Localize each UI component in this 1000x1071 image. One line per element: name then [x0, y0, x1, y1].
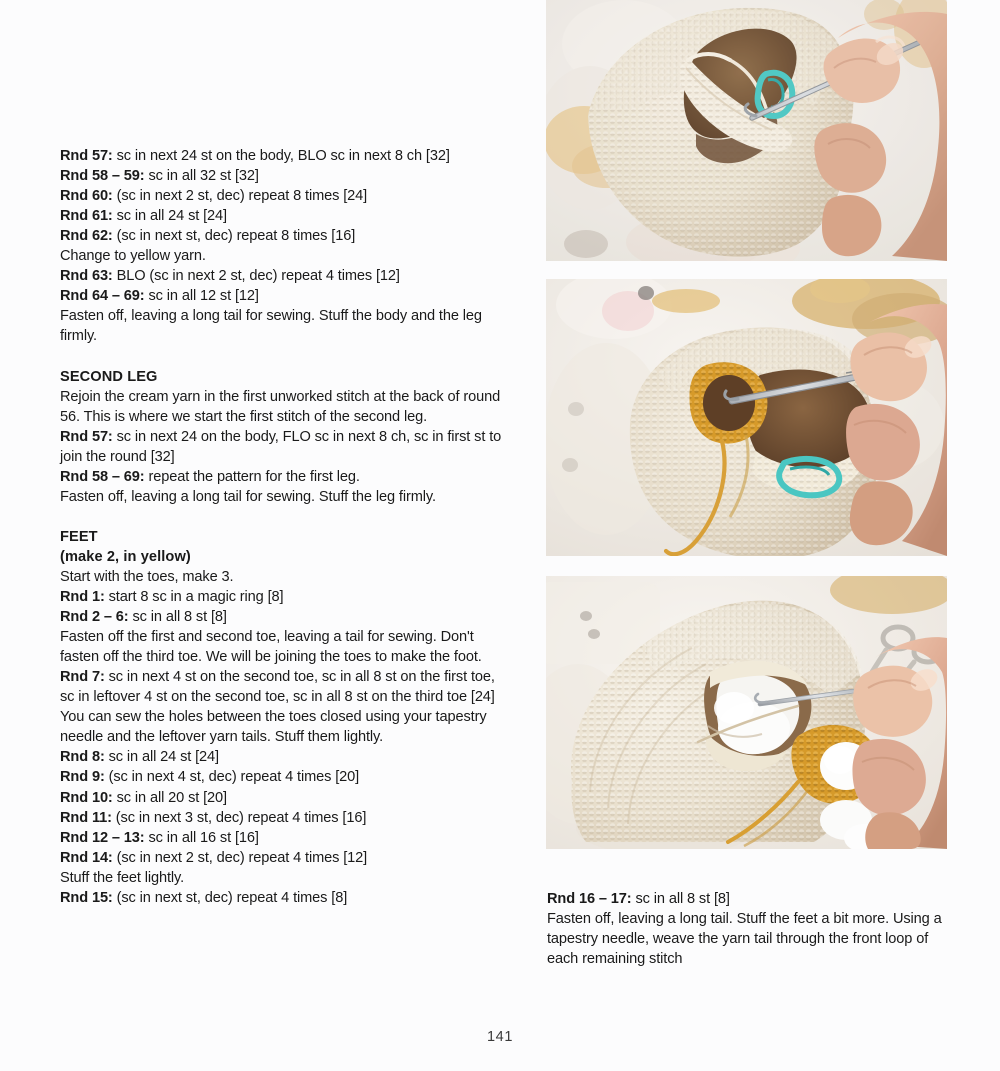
- round-label: Rnd 60:: [60, 188, 113, 205]
- round-label: Rnd 8:: [60, 749, 105, 766]
- instruction-line: Rnd 2 – 6: sc in all 8 st [8]: [60, 609, 227, 626]
- round-label: Rnd 58 – 69:: [60, 468, 145, 485]
- instruction-line: Rnd 8: sc in all 24 st [24]: [60, 749, 219, 766]
- instruction-line: Rnd 57: sc in next 24 st on the body, BLO sc in next 8 ch [32]: [60, 148, 450, 164]
- instruction-line: Rnd 10: sc in all 20 st [20]: [60, 789, 227, 806]
- photo-leg-join-with-stitch-marker: [546, 0, 947, 261]
- round-label: Rnd 2 – 6:: [60, 609, 129, 626]
- round-label: Rnd 57:: [60, 428, 113, 445]
- instruction-line: Rnd 9: (sc in next 4 st, dec) repeat 4 times [20]: [60, 769, 360, 786]
- round-label: Rnd 10:: [60, 789, 113, 806]
- instruction-line: Fasten off the first and second toe, leaving a tail for sewing. Don't fasten off the third toe. We will be joining the toes to make the foot.: [60, 629, 482, 666]
- instruction-line: Rnd 7: sc in next 4 st on the second toe, sc in all 8 st on the first toe, sc in leftover 4 st on the second toe, sc in all 8 st on the third toe [24]: [60, 669, 495, 706]
- round-label: Rnd 58 – 59:: [60, 168, 145, 185]
- instruction-line: Rnd 61: sc in all 24 st [24]: [60, 208, 227, 225]
- instruction-line: Rnd 14: (sc in next 2 st, dec) repeat 4 times [12]: [60, 849, 368, 866]
- instruction-line: Rnd 63: BLO (sc in next 2 st, dec) repeat 4 times [12]: [60, 268, 400, 285]
- instruction-line: Rnd 60: (sc in next 2 st, dec) repeat 8 times [24]: [60, 188, 368, 205]
- round-label: Rnd 61:: [60, 208, 113, 225]
- instruction-line: Rnd 12 – 13: sc in all 16 st [16]: [60, 829, 259, 846]
- round-label: Rnd 14:: [60, 849, 113, 866]
- round-label: Rnd 57:: [60, 148, 113, 164]
- instruction-line: Stuff the feet lightly.: [60, 869, 185, 886]
- instruction-line: You can sew the holes between the toes closed using your tapestry needle and the leftover yarn tails. Stuff them lightly.: [60, 709, 487, 746]
- round-label: Rnd 1:: [60, 589, 105, 606]
- round-label: Rnd 62:: [60, 228, 113, 245]
- instruction-line: Rejoin the cream yarn in the first unworked stitch at the back of round 56. This is where we start the first stitch of the second leg.: [60, 388, 501, 425]
- instruction-line: Fasten off, leaving a long tail for sewing. Stuff the leg firmly.: [60, 488, 436, 505]
- round-label: Rnd 12 – 13:: [60, 829, 145, 846]
- instruction-line: Rnd 58 – 59: sc in all 32 st [32]: [60, 168, 259, 185]
- instruction-line: Rnd 15: (sc in next st, dec) repeat 4 times [8]: [60, 889, 348, 906]
- photo-caption-instructions: [547, 889, 945, 969]
- round-label: Rnd 11:: [60, 809, 112, 826]
- instruction-line: Rnd 1: start 8 sc in a magic ring [8]: [60, 589, 284, 606]
- section-heading: FEET: [60, 528, 98, 545]
- instruction-line: Rnd 58 – 69: repeat the pattern for the first leg.: [60, 468, 360, 485]
- pattern-instructions-column: [60, 146, 502, 908]
- instruction-line: Rnd 64 – 69: sc in all 12 st [12]: [60, 288, 259, 305]
- round-label: Rnd 7:: [60, 669, 105, 686]
- paragraph-spacer: [60, 507, 502, 527]
- instruction-line: Rnd 57: sc in next 24 on the body, FLO sc in next 8 ch, sc in first st to join the round [32]: [60, 428, 502, 465]
- photo-stuffing-the-leg: [546, 576, 947, 849]
- instruction-line: Rnd 16 – 17: sc in all 8 st [8]: [547, 891, 730, 907]
- section-heading: SECOND LEG: [60, 368, 158, 385]
- instruction-line: Fasten off, leaving a long tail for sewing. Stuff the body and the leg firmly.: [60, 308, 482, 345]
- round-label: Rnd 16 – 17:: [547, 891, 632, 907]
- instruction-line: Change to yellow yarn.: [60, 248, 206, 265]
- page-number: 141: [487, 1029, 513, 1045]
- paragraph-spacer: [60, 346, 502, 366]
- instruction-line: Rnd 62: (sc in next st, dec) repeat 8 times [16]: [60, 228, 356, 245]
- section-heading: (make 2, in yellow): [60, 548, 191, 565]
- photo-yellow-leg-start: [546, 279, 947, 556]
- round-label: Rnd 15:: [60, 889, 113, 906]
- instruction-line: Fasten off, leaving a long tail. Stuff the feet a bit more. Using a tapestry needle, weave the yarn tail through the front loop of each remaining stitch: [547, 911, 942, 968]
- round-label: Rnd 64 – 69:: [60, 288, 145, 305]
- instruction-line: Start with the toes, make 3.: [60, 568, 234, 585]
- instruction-line: Rnd 11: (sc in next 3 st, dec) repeat 4 times [16]: [60, 809, 367, 826]
- round-label: Rnd 63:: [60, 268, 113, 285]
- round-label: Rnd 9:: [60, 769, 105, 786]
